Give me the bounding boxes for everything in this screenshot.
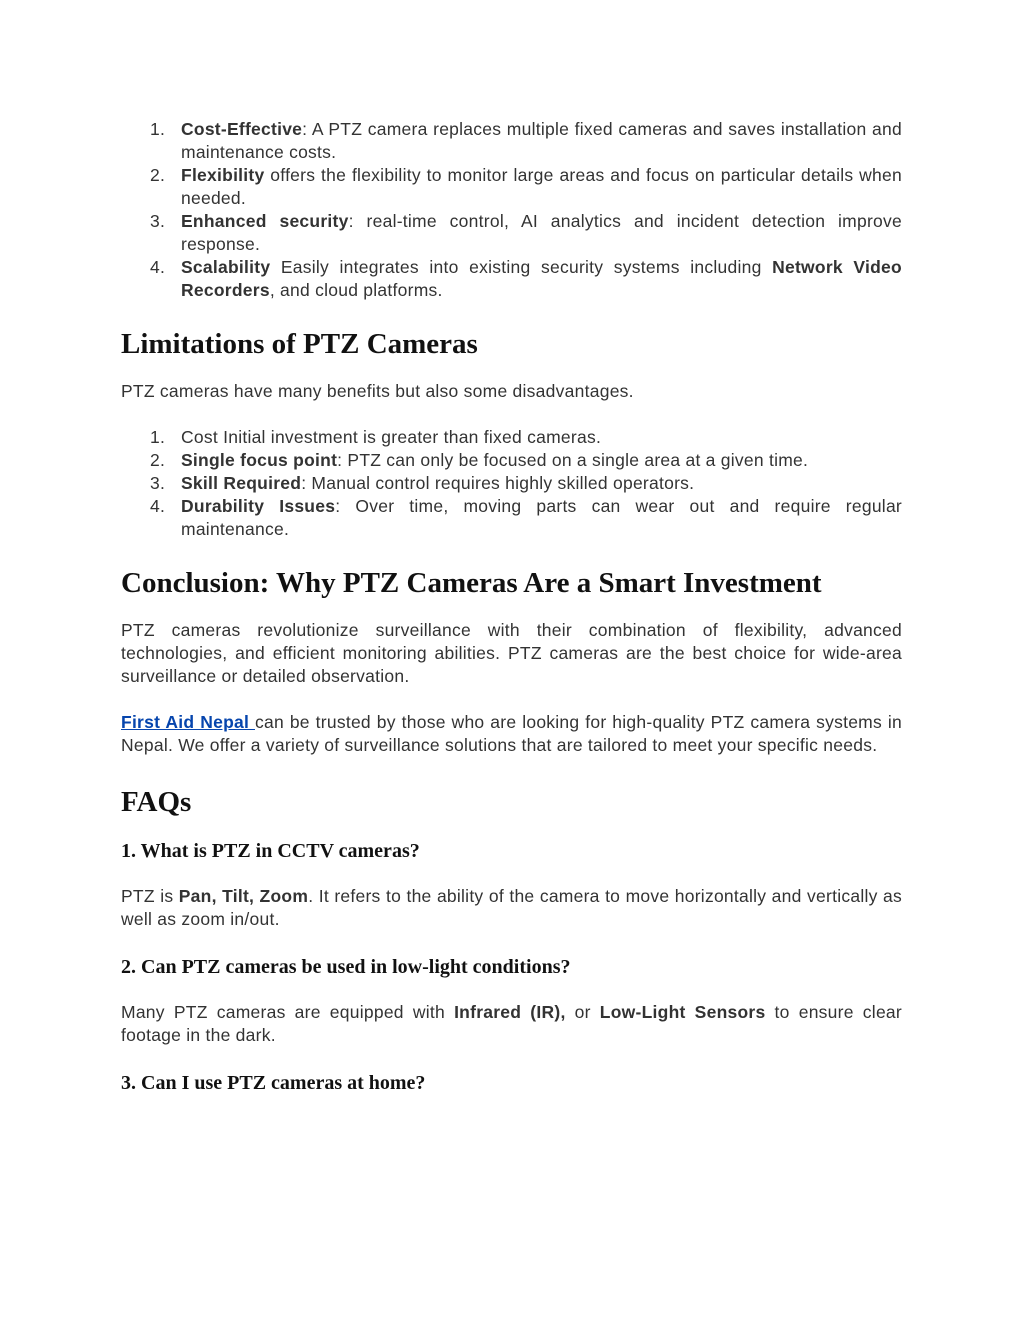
item-title: Single focus point [181, 450, 338, 470]
list-number: 3. [150, 211, 166, 231]
item-title: Durability Issues [181, 496, 336, 516]
conclusion-text: can be trusted by those who are looking for high-quality PTZ camera systems in Nepal. We offer a variety of surveillance solutions that are tailored to meet your specific needs. [121, 712, 902, 755]
limitations-intro: PTZ cameras have many benefits but also some disadvantages. [121, 381, 634, 401]
item-title: Enhanced security [181, 211, 349, 231]
list-number: 3. [150, 473, 166, 493]
faq-answer-1 [121, 885, 902, 931]
list-item [121, 426, 902, 449]
item-text: : Manual control requires highly skilled operators. [301, 473, 695, 493]
list-number: 2. [150, 165, 166, 185]
faq-question-2: 2. Can PTZ cameras be used in low-light conditions? [121, 956, 571, 978]
list-number: 1. [150, 427, 166, 447]
list-item [121, 256, 902, 302]
benefits-list [121, 118, 902, 302]
item-text: : Over time, moving parts can wear out and require regular maintenance. [181, 496, 903, 539]
limitations-list [121, 426, 902, 541]
conclusion-paragraph: PTZ cameras revolutionize surveillance with their combination of flexibility, advanced technologies, and efficient monitoring abilities. PTZ cameras are the best choice for wide-area surveillance or detailed observation. [121, 620, 902, 686]
item-text-end: , and cloud platforms. [269, 280, 443, 300]
item-title: Cost-Effective [181, 119, 303, 139]
list-item [121, 495, 902, 541]
first-aid-nepal-link[interactable]: First Aid Nepal [121, 712, 255, 732]
faq-question-3: 3. Can I use PTZ cameras at home? [121, 1072, 426, 1094]
answer-bold: Pan, Tilt, Zoom [178, 886, 309, 906]
item-text: Cost Initial investment is greater than fixed cameras. [181, 427, 602, 447]
list-item [121, 118, 902, 164]
item-title: Skill Required [181, 473, 302, 493]
list-number: 4. [150, 496, 166, 516]
item-bold-term: Network Video Recorders [181, 257, 902, 300]
item-text: offers the flexibility to monitor large areas and focus on particular details when needed. [181, 165, 902, 208]
list-item [121, 449, 902, 472]
list-number: 2. [150, 450, 166, 470]
answer-text-mid: or [565, 1002, 600, 1022]
list-item [121, 164, 902, 210]
list-item [121, 210, 902, 256]
faq-answer-2 [121, 1001, 902, 1047]
section-heading-faqs: FAQs [121, 786, 192, 818]
list-number: 4. [150, 257, 166, 277]
item-text: : A PTZ camera replaces multiple fixed cameras and saves installation and maintenance costs. [181, 119, 902, 162]
answer-text: Many PTZ cameras are equipped with [121, 1002, 455, 1022]
list-item [121, 472, 902, 495]
answer-text-end: . It refers to the ability of the camera to move horizontally and vertically as well as zoom in/out. [121, 886, 902, 929]
answer-bold: Infrared (IR), [454, 1002, 566, 1022]
item-text: : PTZ can only be focused on a single area at a given time. [337, 450, 809, 470]
conclusion-paragraph-2 [121, 711, 902, 757]
answer-text: PTZ is [121, 886, 179, 906]
document-page [121, 118, 902, 1095]
list-number: 1. [150, 119, 166, 139]
section-heading-conclusion: Conclusion: Why PTZ Cameras Are a Smart Investment [121, 567, 822, 599]
answer-bold-2: Low-Light Sensors [599, 1002, 766, 1022]
item-text: Easily integrates into existing security systems including [270, 257, 773, 277]
item-title: Flexibility [181, 165, 265, 185]
item-title: Scalability [181, 257, 271, 277]
answer-text-end: to ensure clear footage in the dark. [121, 1002, 902, 1045]
item-text: : real-time control, AI analytics and incident detection improve response. [181, 211, 902, 254]
faq-question-1: 1. What is PTZ in CCTV cameras? [121, 840, 420, 862]
section-heading-limitations: Limitations of PTZ Cameras [121, 328, 478, 360]
